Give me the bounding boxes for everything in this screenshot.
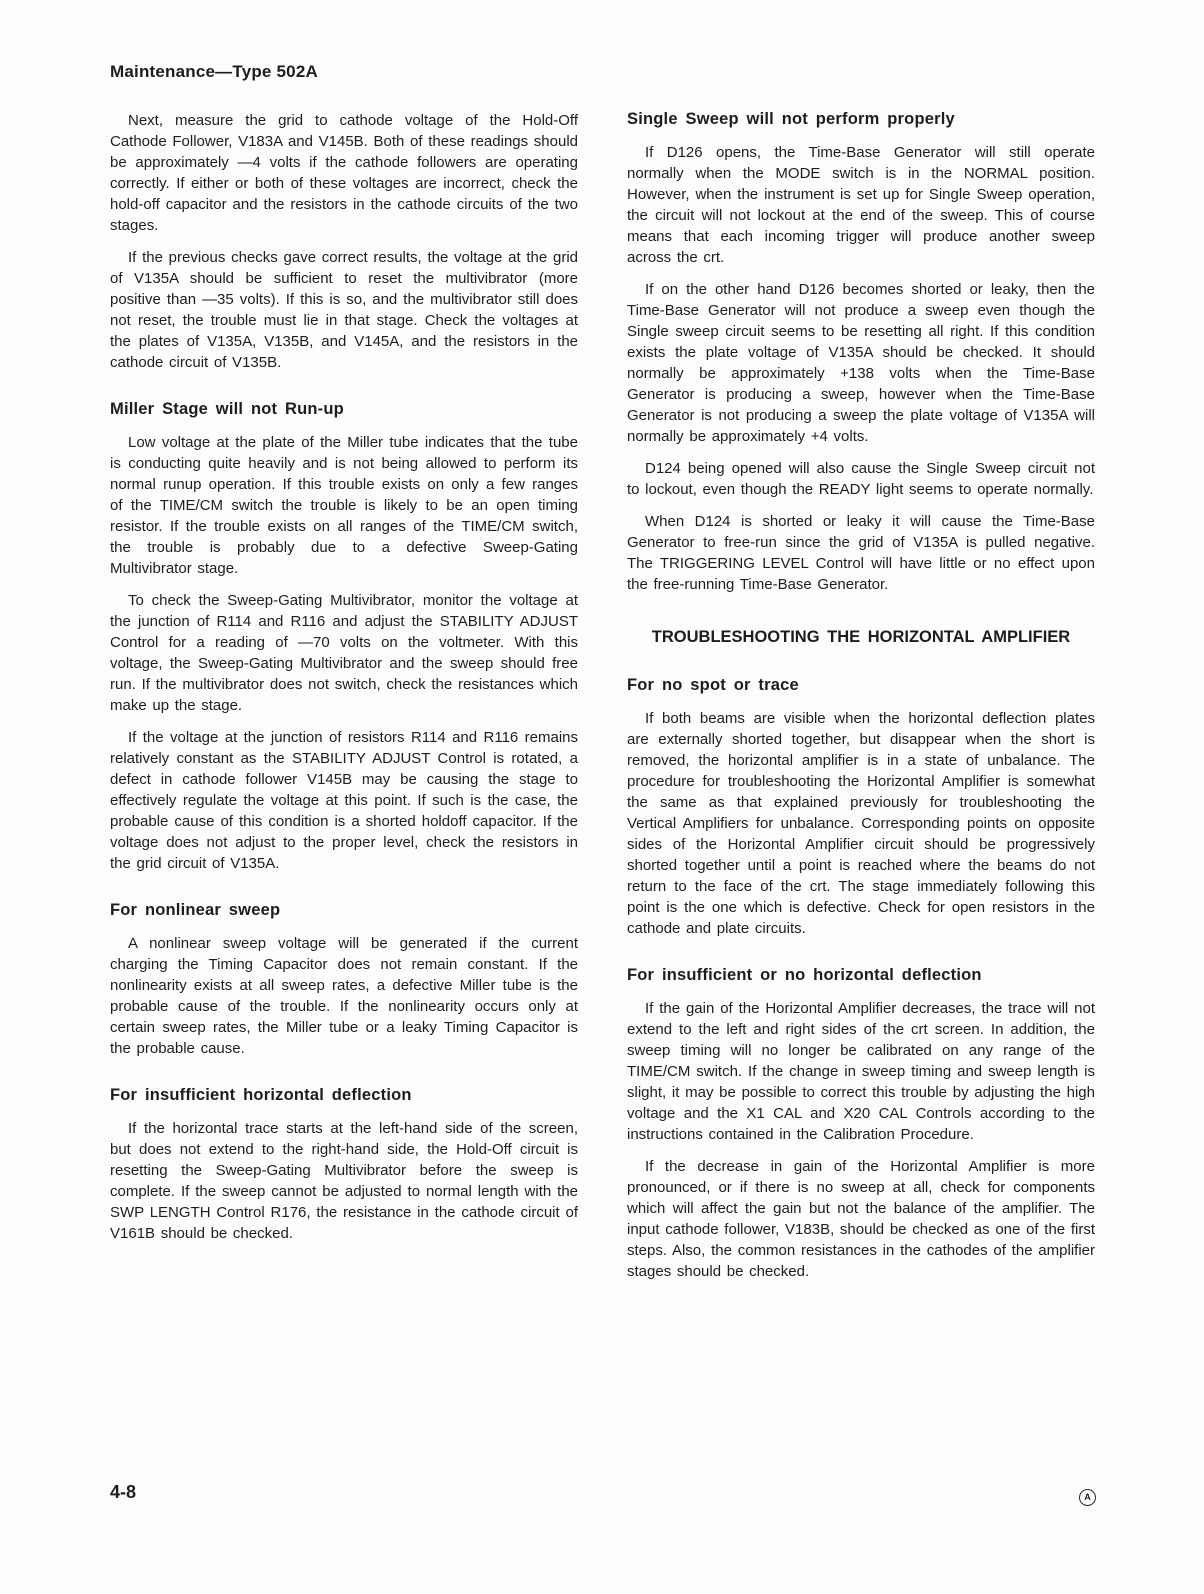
section-heading-no-spot-or-trace: For no spot or trace [627,676,799,694]
paragraph: If both beams are visible when the horizontal deflection plates are externally shorted together, but disappear when the short is removed, the horizontal amplifier is in a state of unbalance. The procedure for troubleshooting the Horizontal Amplifier is somewhat the same as that explained previously for troubleshooting the Vertical Amplifiers for unbalance. Corresponding points on opposite sides of the Horizontal Amplifier circuit should be progressively shorted together until a point is reached where the beams do not return to the face of the crt. The stage immediately following this point is the one which is defective. Check for open resistors in the cathode and plate circuits. [627,710,1095,937]
circled-a-letter: A [1084,1492,1091,1502]
paragraph: If the decrease in gain of the Horizontal Amplifier is more pronounced, or if there is no sweep at all, check for components which will affect the gain but not the balance of the amplifier. The input cathode follower, V183B, should be checked as one of the first steps. Also, the common resistances in the cathodes of the amplifier stages should be checked. [627,1158,1095,1280]
paragraph: If the gain of the Horizontal Amplifier decreases, the trace will not extend to the left and right sides of the crt screen. In addition, the sweep timing will no longer be calibrated on any range of the TIME/CM switch. If the change in sweep timing and sweep length is slight, it may be possible to correct this trouble by adjusting the high voltage and the X1 CAL and X20 CAL Controls according to the instructions contained in the Calibration Procedure. [627,1000,1095,1143]
paragraph: Next, measure the grid to cathode voltage of the Hold-Off Cathode Follower, V183A and V145B. Both of these readings should be approximately —4 volts if the cathode followers are operating correctly. If either or both of these voltages are incorrect, check the hold-off capacitor and the resistors in the cathode circuits of the two stages. [110,112,578,234]
paragraph: Low voltage at the plate of the Miller tube indicates that the tube is conducting quite heavily and is not being allowed to perform its normal runup operation. If this trouble exists on only a few ranges of the TIME/CM switch the trouble is likely to be an open timing resistor. If the trouble exists on all ranges of the TIME/CM switch, the trouble is probably due to a defective Sweep-Gating Multivibrator stage. [110,434,578,577]
paragraph: When D124 is shorted or leaky it will cause the Time-Base Generator to free-run since the grid of V135A is pulled negative. The TRIGGERING LEVEL Control will have little or no effect upon the free-running Time-Base Generator. [627,513,1095,593]
section-heading-insufficient-horizontal-deflection: For insufficient or no horizontal deflection [627,966,982,984]
section-heading-insufficient-deflection: For insufficient horizontal deflection [110,1086,412,1104]
page-number: 4-8 [110,1482,137,1502]
paragraph: If the previous checks gave correct results, the voltage at the grid of V135A should be sufficient to reset the multivibrator (more positive than —35 volts). If this is so, and the multivibrator still does not reset, the trouble must lie in that stage. Check the voltages at the plates of V135A, V135B, and V145A, and the resistors in the cathode circuit of V135B. [110,249,578,371]
section-heading-single-sweep: Single Sweep will not perform properly [627,110,955,128]
paragraph: D124 being opened will also cause the Single Sweep circuit not to lockout, even though the READY light seems to operate normally. [627,460,1095,498]
page-header-title: Maintenance—Type 502A [110,62,318,81]
page-columns [110,110,1096,1293]
paragraph: A nonlinear sweep voltage will be generated if the current charging the Timing Capacitor does not remain constant. If the nonlinearity exists at all sweep rates, a defective Miller tube is the probable cause of the trouble. If the nonlinearity occurs only at certain sweep rates, the Miller tube or a leaky Timing Capacitor is the probable cause. [110,935,578,1057]
paragraph: If the horizontal trace starts at the left-hand side of the screen, but does not extend to the right-hand side, the Hold-Off circuit is resetting the Sweep-Gating Multivibrator before the sweep is complete. If the sweep cannot be adjusted to normal length with the SWP LENGTH Control R176, the resistance in the cathode circuit of V161B should be checked. [110,1120,578,1242]
circled-a-icon [1079,1489,1096,1506]
paragraph: If on the other hand D126 becomes shorted or leaky, then the Time-Base Generator will not produce a sweep even though the Single sweep circuit seems to be resetting all right. If this condition exists the plate voltage of V135A should be checked. It should normally be approximately +138 volts when the Time-Base Generator is producing a sweep, however when the Time-Base Generator is not producing a sweep the plate voltage of V135A will normally be approximately +4 volts. [627,281,1095,445]
section-heading-miller-stage: Miller Stage will not Run-up [110,400,344,418]
section-heading-nonlinear-sweep: For nonlinear sweep [110,901,281,919]
paragraph: If the voltage at the junction of resistors R114 and R116 remains relatively constant as the STABILITY ADJUST Control is rotated, a defect in cathode follower V145B may be causing the stage to effectively regulate the voltage at this point. If such is the case, the probable cause of this condition is a shorted holdoff capacitor. If the voltage does not adjust to the proper level, check the resistors in the grid circuit of V135A. [110,729,578,872]
major-heading-troubleshooting-horizontal-amplifier: TROUBLESHOOTING THE HORIZONTAL AMPLIFIER [651,628,1071,646]
right-column [627,110,1095,1293]
paragraph: If D126 opens, the Time-Base Generator will still operate normally when the MODE switch is in the NORMAL position. However, when the instrument is set up for Single Sweep operation, the circuit will not lockout at the end of the sweep. This of course means that each incoming trigger will produce another sweep across the crt. [627,144,1095,266]
left-column [110,110,578,1293]
paragraph: To check the Sweep-Gating Multivibrator, monitor the voltage at the junction of R114 and R116 and adjust the STABILITY ADJUST Control for a reading of —70 volts on the voltmeter. With this voltage, the Sweep-Gating Multivibrator and the sweep should free run. If the multivibrator does not switch, check the resistances which make up the stage. [110,592,578,714]
